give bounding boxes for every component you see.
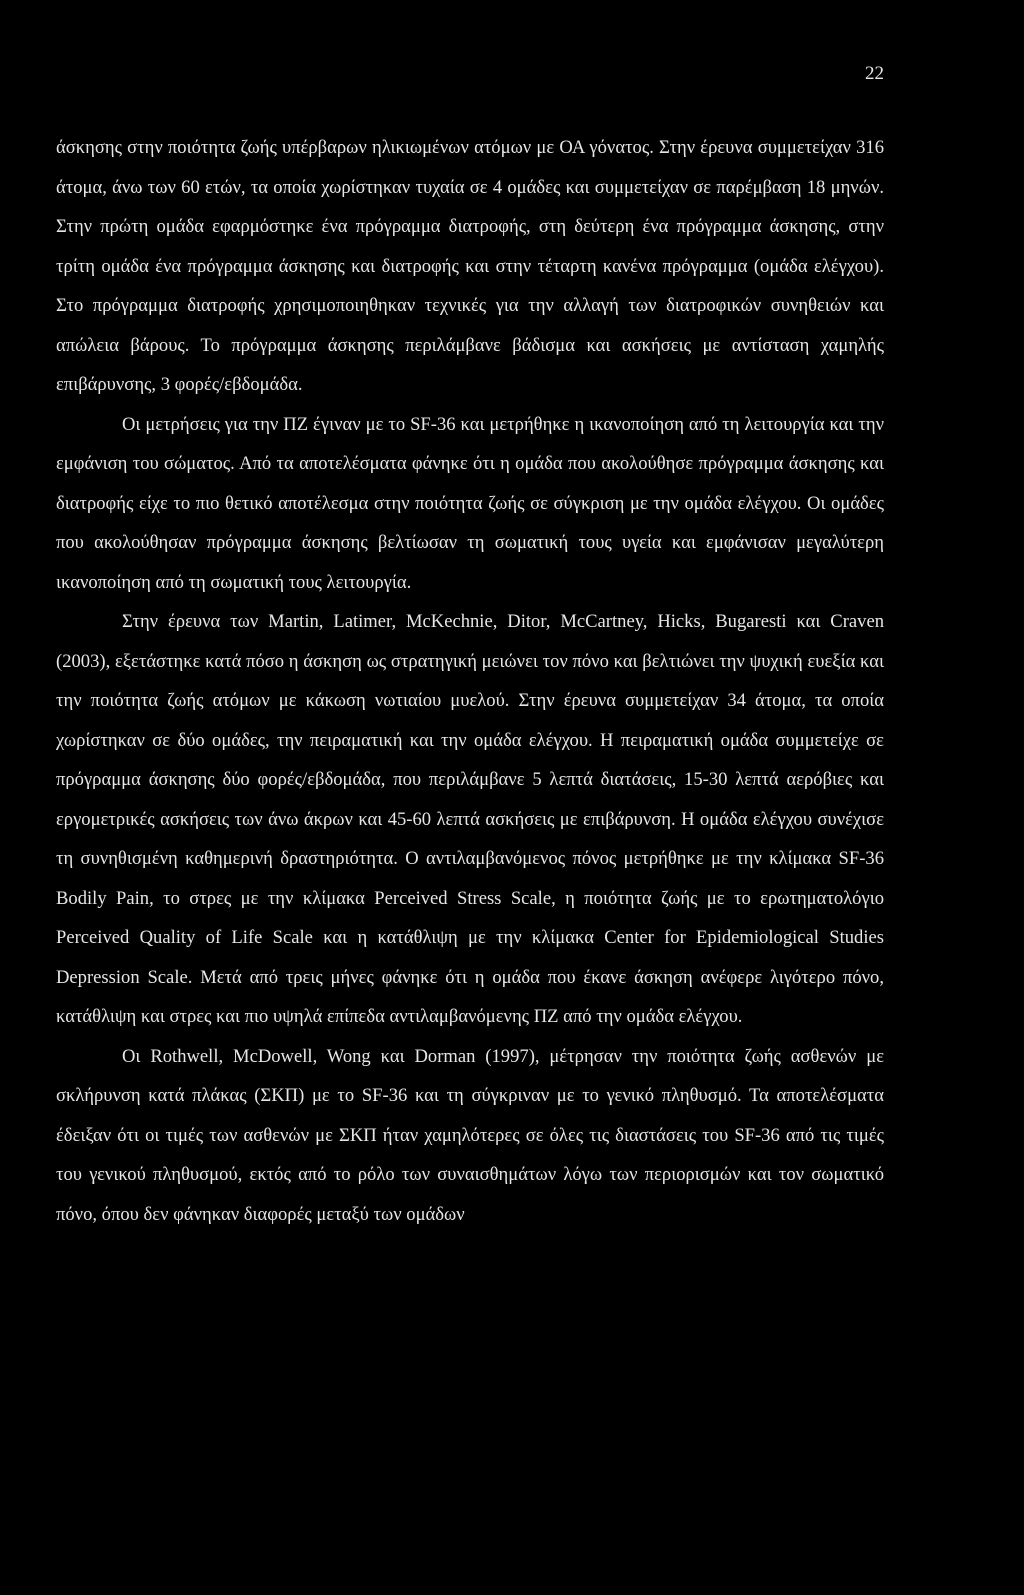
body-text <box>56 128 884 1234</box>
page-number: 22 <box>865 63 884 84</box>
paragraph-4: Οι Rothwell, McDowell, Wong και Dorman (1997), μέτρησαν την ποιότητα ζωής ασθενών με σκλήρυνση κατά πλάκας (ΣΚΠ) με το SF-36 και τη σύγκριναν με το γενικό πληθυσμό. Τα αποτελέσματα έδειξαν ότι οι τιμές των ασθενών με ΣΚΠ ήταν χαμηλότερες σε όλες τις διαστάσεις του SF-36 από τις τιμές του γενικού πληθυσμού, εκτός από το ρόλο των συναισθημάτων λόγω των περιορισμών και τον σωματικό πόνο, όπου δεν φάνηκαν διαφορές μεταξύ των ομάδων <box>56 1045 884 1225</box>
paragraph-2: Οι μετρήσεις για την ΠΖ έγιναν με το SF-36 και μετρήθηκε η ικανοποίηση από τη λειτουργία και την εμφάνιση του σώματος. Από τα αποτελέσματα φάνηκε ότι η ομάδα που ακολούθησε πρόγραμμα άσκησης και διατροφής είχε το πιο θετικό αποτέλεσμα στην ποιότητα ζωής σε σύγκριση με την ομάδα ελέγχου. Οι ομάδες που ακολούθησαν πρόγραμμα άσκησης βελτίωσαν τη σωματική τους υγεία και εμφάνισαν μεγαλύτερη ικανοποίηση από τη σωματική τους λειτουργία. <box>56 413 884 593</box>
paragraph-1: άσκησης στην ποιότητα ζωής υπέρβαρων ηλικιωμένων ατόμων με ΟΑ γόνατος. Στην έρευνα συμμετείχαν 316 άτομα, άνω των 60 ετών, τα οποία χωρίστηκαν τυχαία σε 4 ομάδες και συμμετείχαν σε παρέμβαση 18 μηνών. Στην πρώτη ομάδα εφαρμόστηκε ένα πρόγραμμα διατροφής, στη δεύτερη ένα πρόγραμμα άσκησης, στην τρίτη ομάδα ένα πρόγραμμα άσκησης και διατροφής και στην τέταρτη κανένα πρόγραμμα (ομάδα ελέγχου). Στο πρόγραμμα διατροφής χρησιμοποιηθηκαν τεχνικές για την αλλαγή των διατροφικών συνηθειών και απώλεια βάρους. Το πρόγραμμα άσκησης περιλάμβανε βάδισμα και ασκήσεις με αντίσταση χαμηλής επιβάρυνσης, 3 φορές/εβδομάδα. <box>56 137 884 395</box>
paragraph-3: Στην έρευνα των Martin, Latimer, McKechnie, Ditor, McCartney, Hicks, Bugaresti και Craven (2003), εξετάστηκε κατά πόσο η άσκηση ως στρατηγική μειώνει τον πόνο και βελτιώνει την ψυχική ευεξία και την ποιότητα ζωής ατόμων με κάκωση νωτιαίου μυελού. Στην έρευνα συμμετείχαν 34 άτομα, τα οποία χωρίστηκαν σε δύο ομάδες, την πειραματική και την ομάδα ελέγχου. Η πειραματική ομάδα συμμετείχε σε πρόγραμμα άσκησης δύο φορές/εβδομάδα, που περιλάμβανε 5 λεπτά διατάσεις, 15-30 λεπτά αερόβιες και εργομετρικές ασκήσεις των άνω άκρων και 45-60 λεπτά ασκήσεις με επιβάρυνση. Η ομάδα ελέγχου συνέχισε τη συνηθισμένη καθημερινή δραστηριότητα. Ο αντιλαμβανόμενος πόνος μετρήθηκε με την κλίμακα SF-36 Bodily Pain, το στρες με την κλίμακα Perceived Stress Scale, η ποιότητα ζωής με το ερωτηματολόγιο Perceived Quality of Life Scale και η κατάθλιψη με την κλίμακα Center for Epidemiological Studies Depression Scale. Μετά από τρεις μήνες φάνηκε ότι η ομάδα που έκανε άσκηση ανέφερε λιγότερο πόνο, κατάθλιψη και στρες και πιο υψηλά επίπεδα αντιλαμβανόμενης ΠΖ από την ομάδα ελέγχου. <box>56 611 884 1027</box>
